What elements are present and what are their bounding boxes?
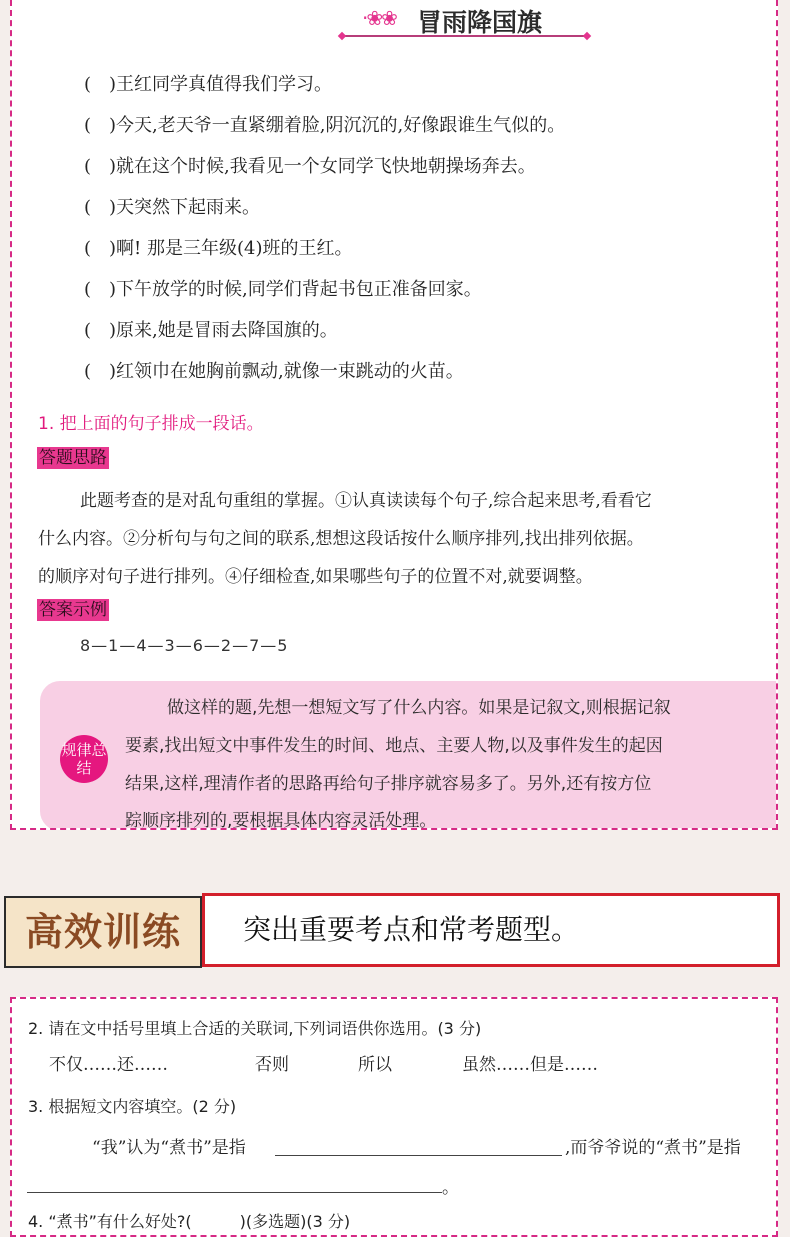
fill-prompt-a: “我”认为“煮书”是指 <box>92 1138 246 1158</box>
thinking-line-3: 的顺序对句子进行排列。④仔细检查,如果哪些句子的位置不对,就要调整。 <box>38 567 593 587</box>
sentence-4: ( )天突然下起雨来。 <box>84 197 261 218</box>
summary-line-4: 踪顺序排列的,要根据具体内容灵活处理。 <box>125 811 437 830</box>
banner-label: 高效训练 <box>4 896 202 968</box>
fill-blank-2[interactable] <box>27 1192 442 1193</box>
summary-box <box>40 681 778 830</box>
sentence-2: ( )今天,老天爷一直紧绷着脸,阴沉沉的,好像跟谁生气似的。 <box>84 115 566 136</box>
sentence-1: ( )王红同学真值得我们学习。 <box>84 74 333 95</box>
sentence-3: ( )就在这个时候,我看见一个女同学飞快地朝操场奔去。 <box>84 156 536 177</box>
word-option-1: 不仅……还…… <box>49 1055 168 1075</box>
question-4: 4. “煮书”有什么好处?( )(多选题)(3 分) <box>28 1212 351 1231</box>
summary-line-3: 结果,这样,理清作者的思路再给句子排序就容易多了。另外,还有按方位 <box>125 774 652 794</box>
sentence-8: ( )红领巾在她胸前飘动,就像一束跳动的火苗。 <box>84 361 464 382</box>
summary-line-2: 要素,找出短文中事件发生的时间、地点、主要人物,以及事件发生的起因 <box>125 736 663 756</box>
question-2: 2. 请在文中括号里填上合适的关联词,下列词语供你选用。(3 分) <box>28 1019 482 1038</box>
answer-sequence: 8—1—4—3—6—2—7—5 <box>80 636 289 655</box>
title-underline <box>342 35 587 37</box>
exercise-section <box>10 997 778 1237</box>
reading-section <box>10 0 778 830</box>
thinking-line-2: 什么内容。②分析句与句之间的联系,想想这段话按什么顺序排列,找出排列依据。 <box>38 529 644 549</box>
sentence-7: ( )原来,她是冒雨去降国旗的。 <box>84 320 338 341</box>
story-title-block <box>332 0 587 38</box>
fill-blank-1[interactable] <box>275 1155 562 1156</box>
question-3: 3. 根据短文内容填空。(2 分) <box>28 1097 237 1116</box>
word-option-4: 虽然……但是…… <box>462 1055 598 1075</box>
flower-decor-icon: ·❀❀ <box>362 6 396 30</box>
thinking-line-1: 此题考查的是对乱句重组的掌握。①认真读读每个句子,综合起来思考,看看它 <box>80 491 652 511</box>
thinking-tag: 答题思路 <box>39 448 107 468</box>
training-banner <box>4 893 780 971</box>
question-1: 1. 把上面的句子排成一段话。 <box>38 414 264 434</box>
word-option-3: 所以 <box>358 1055 392 1075</box>
answer-tag: 答案示例 <box>39 600 107 620</box>
fill-end: 。 <box>442 1178 459 1198</box>
sentence-6: ( )下午放学的时候,同学们背起书包正准备回家。 <box>84 279 482 300</box>
sentence-5: ( )啊! 那是三年级(4)班的王红。 <box>84 238 353 259</box>
story-title: 冒雨降国旗 <box>417 8 543 37</box>
summary-line-1: 做这样的题,先想一想短文写了什么内容。如果是记叙文,则根据记叙 <box>167 698 671 718</box>
word-option-2: 否则 <box>255 1055 289 1075</box>
summary-badge: 规律总结 <box>60 735 108 783</box>
fill-prompt-b: ,而爷爷说的“煮书”是指 <box>565 1138 741 1158</box>
banner-slogan: 突出重要考点和常考题型。 <box>202 893 780 967</box>
